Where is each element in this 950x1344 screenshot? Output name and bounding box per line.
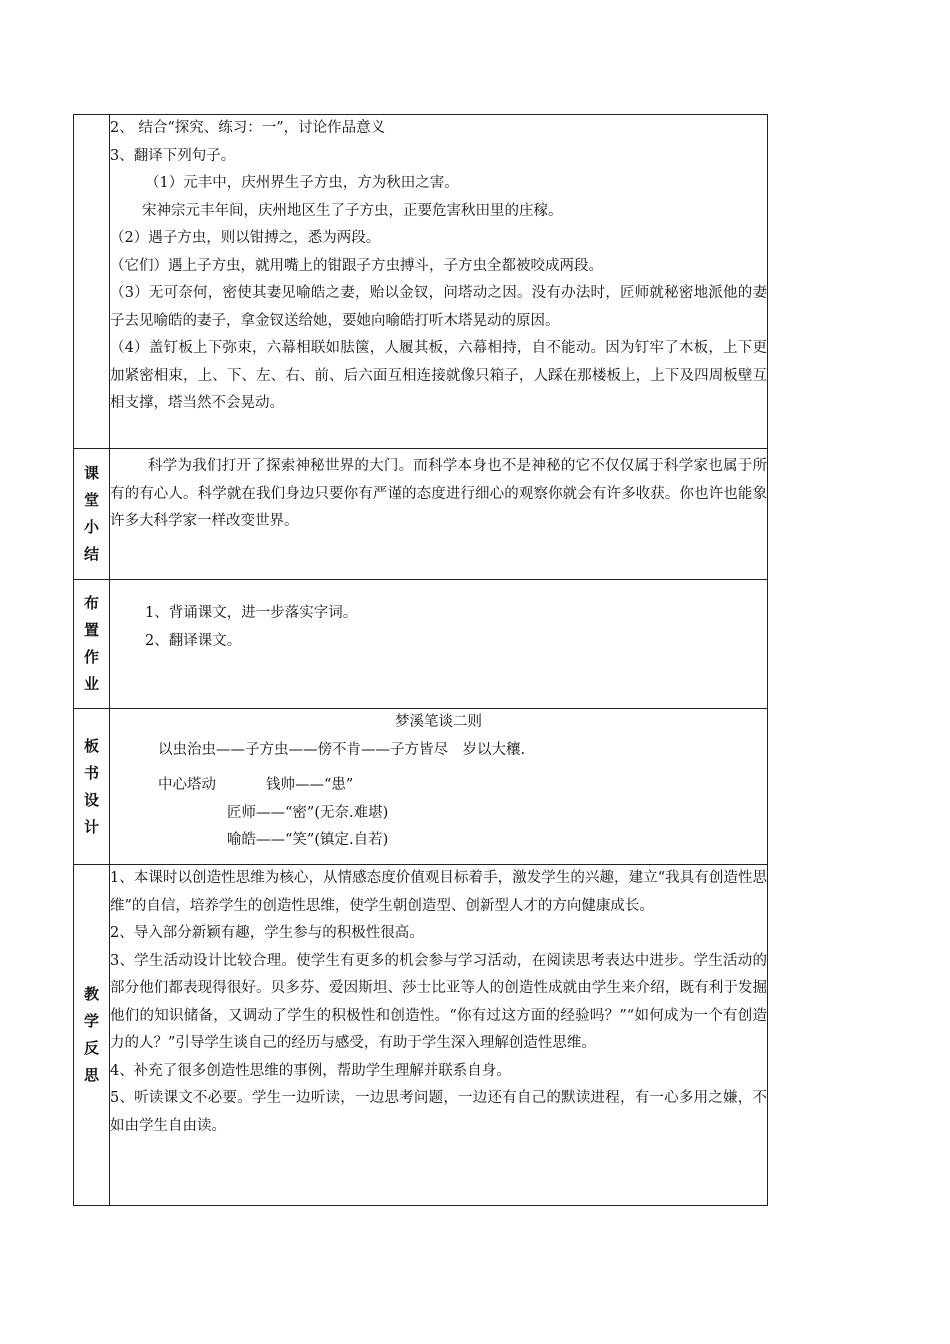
reflection-paragraph-2: 2、导入部分新颖有趣，学生参与的积极性很高。 — [110, 925, 424, 941]
label-char: 反 — [83, 1039, 99, 1057]
board-line-1: 以虫治虫——子方虫——傍不肯——子方皆尽 岁以大穰. — [158, 741, 526, 758]
board-center-label: 中心塔动 — [158, 777, 216, 793]
board-line-4: 喻皓——“笑”(镇定.自若) — [227, 832, 389, 848]
reflection-paragraph-4: 4、补充了很多创造性思维的事例，帮助学生理解并联系自身。 — [110, 1062, 511, 1079]
board-line-2 — [110, 772, 767, 800]
label-char: 结 — [83, 545, 99, 563]
label-char: 业 — [83, 675, 99, 693]
reflection-paragraph-3: 3、学生活动设计比较合理。使学生有更多的机会参与学习活动，在阅读思考表达中进步。学生活动的部分他们都表现得很好。贝多芬、爱因斯坦、莎士比亚等人的创造性成就由学生来介绍，既有利于发掘他们的知识储备，又调动了学生的积极性和创造性。“你有过这方面的经验吗？”“如何成为一个有创造力的人？”引导学生谈自己的经历与感受，有助于学生深入理解创造性思维。 — [110, 952, 767, 1051]
row-label-empty — [74, 115, 110, 449]
row-exercises — [74, 115, 768, 449]
label-char: 学 — [83, 1012, 99, 1030]
sentence-2-translation: （它们）遇上子方虫，就用嘴上的钳跟子方虫搏斗，子方虫全都被咬成两段。 — [110, 257, 603, 274]
label-char: 置 — [83, 621, 99, 639]
label-char: 书 — [83, 763, 99, 782]
homework-item-2: 2、翻译课文。 — [145, 632, 242, 649]
sentence-3: （3）无可奈何，密使其妻见喻皓之妻，贻以金钗，问塔动之因。没有办法时，匠师就秘密地派他的妻子去见喻皓的妻子，拿金钗送给她，要她向喻皓打听木塔晃动的原因。 — [110, 285, 767, 329]
row-class-summary — [74, 449, 768, 580]
label-board-design — [74, 709, 110, 865]
label-char: 课 — [83, 464, 99, 482]
label-char: 堂 — [83, 491, 99, 509]
label-class-summary — [74, 449, 110, 580]
sentence-1-translation: 宋神宗元丰年间，庆州地区生了子方虫，正要危害秋田里的庄稼。 — [142, 202, 563, 219]
board-content — [110, 709, 768, 865]
exercise-line-translate-heading: 3、翻译下列句子。 — [110, 147, 236, 164]
summary-text: 科学为我们打开了探索神秘世界的大门。而科学本身也不是神秘的它不仅仅属于科学家也属于所有的有心人。科学就在我们身边只要你有严谨的态度进行细心的观察你就会有许多收获。你也许也能象许多大科学家一样改变世界。 — [110, 458, 767, 529]
label-homework — [74, 580, 110, 709]
label-char: 思 — [83, 1066, 99, 1084]
lesson-plan-table — [73, 114, 768, 1206]
sentence-2-original: （2）遇子方虫，则以钳搏之，悉为两段。 — [110, 230, 381, 246]
label-char: 布 — [83, 594, 99, 612]
row-homework — [74, 580, 768, 709]
board-line-2-right: 钱帅——“患” — [266, 777, 354, 793]
board-title: 梦溪笔谈二则 — [395, 714, 482, 730]
exercises-content — [110, 115, 768, 449]
label-char: 板 — [83, 736, 99, 755]
label-teaching-reflection — [74, 865, 110, 1206]
label-char: 小 — [83, 518, 99, 536]
summary-content — [110, 449, 768, 580]
exercise-line-discuss: 2、 结合“探究、练习：一”，讨论作品意义 — [110, 120, 386, 136]
homework-content — [110, 580, 768, 709]
row-teaching-reflection — [74, 865, 768, 1206]
row-board-design — [74, 709, 768, 865]
label-char: 设 — [83, 790, 99, 809]
reflection-content — [110, 865, 768, 1206]
label-char: 作 — [83, 648, 99, 666]
sentence-1-original: （1）元丰中，庆州界生子方虫，方为秋田之害。 — [145, 175, 459, 191]
reflection-paragraph-1: 1、本课时以创造性思维为核心，从情感态度价值观目标着手，激发学生的兴趣，建立“我具有创造性思维”的自信，培养学生的创造性思维，使学生朝创造型、创新型人才的方向健康成长。 — [110, 870, 767, 914]
reflection-paragraph-5: 5、听读课文不必要。学生一边听读，一边思考问题，一边还有自己的默读进程，有一心多用之嫌，不如由学生自由读。 — [110, 1090, 767, 1134]
label-char: 计 — [83, 817, 99, 836]
homework-item-1: 1、背诵课文，进一步落实字词。 — [145, 605, 358, 621]
board-line-3: 匠师——“密”(无奈.难堪) — [227, 804, 389, 821]
label-char: 教 — [83, 985, 99, 1003]
sentence-4: （4）盖钉板上下弥束，六幕相联如胠箧，人履其板，六幕相持，自不能动。因为钉牢了木板，上下更加紧密相束，上、下、左、右、前、后六面互相连接就像只箱子，人踩在那楼板上，上下及四周板壁互相支撑，塔当然不会晃动。 — [110, 340, 767, 411]
